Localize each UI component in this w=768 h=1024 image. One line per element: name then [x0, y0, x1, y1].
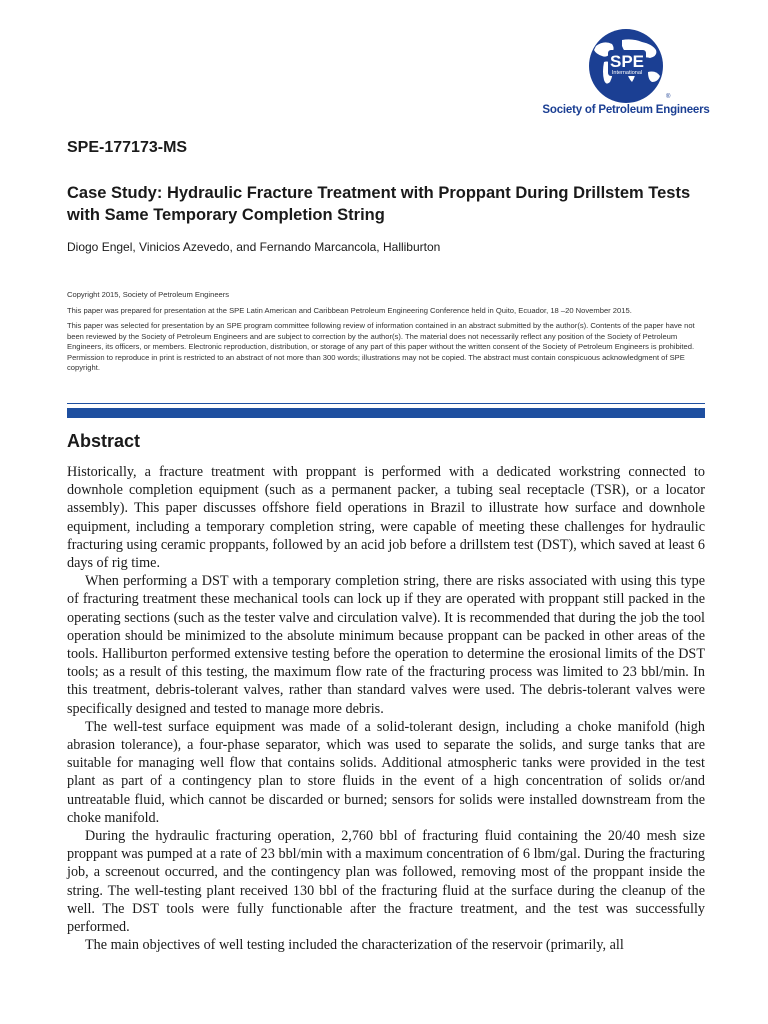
- selection-note: This paper was selected for presentation by an SPE program committee following review of information contained in an abstract submitted by the author(s). Contents of the paper have not been reviewed by the Society of Petroleum Engineers and are subject to correction by the author(s). The material does not necessarily reflect any position of the Society of Petroleum Engineers, its officers, or members. Electronic reproduction, distribution, or storage of any part of this paper without the written consent of the Society of Petroleum Engineers is prohibited. Permission to reproduce in print is restricted to an abstract of not more than 300 words; illustrations may not be copied. The abstract must contain conspicuous acknowledgment of SPE copyright.: [67, 321, 695, 372]
- abstract-paragraph: The well-test surface equipment was made of a solid-tolerant design, including a choke manifold (high abrasion tolerance), a four-phase separator, which was used to separate the solids, and surge tanks that are suitable for managing well flow that contains solids. Additional atmospheric tanks were provided in the test plant as part of a contingency plan to store fluids in the event of a high concentration of solids or/and untreatable fluid, which cannot be discarded or burned; sensors for solids were installed downstream from the choke manifold.: [67, 718, 705, 826]
- registered-mark: ®: [666, 94, 671, 100]
- divider-thin: [67, 403, 705, 404]
- authors: Diogo Engel, Vinicios Azevedo, and Fernando Marcancola, Halliburton: [67, 240, 441, 254]
- abstract-paragraph: When performing a DST with a temporary completion string, there are risks associated with using this type of fracturing treatment these mechanical tools can lock up if they are operated with proppant still packed in the operating sections (such as the tester valve and circulation valve). It is recommended that during the job the tool operation should be minimized to the absolute minimum because proppant can be packed in other areas of the tools. Halliburton performed extensive testing before the operation to determine the erosional limits of the DST tools; as a result of this testing, the maximum flow rate of the fracturing process was limited to 23 bbl/min. In this treatment, debris-tolerant valves, rather than standard valves were used. The debris-tolerant valves were specifically designed and tested to manage more debris.: [67, 573, 705, 717]
- abstract-heading: Abstract: [67, 431, 141, 451]
- logo-caption: Society of Petroleum Engineers: [542, 104, 710, 116]
- copyright-block: [67, 290, 707, 379]
- divider-thick: [67, 408, 705, 418]
- paper-title: Case Study: Hydraulic Fracture Treatment with Proppant During Drillstem Tests with Same Temporary Completion String: [67, 184, 691, 224]
- copyright-line: Copyright 2015, Society of Petroleum Engineers: [67, 290, 230, 299]
- paper-id: SPE-177173-MS: [67, 139, 188, 156]
- logo-mark-text: SPE: [609, 52, 645, 71]
- abstract-paragraph: Historically, a fracture treatment with proppant is performed with a dedicated workstring connected to downhole completion equipment (such as a permanent packer, a tubing seal receptacle (TSR), or a locator assembly). This paper discusses offshore field operations in Brazil to illustrate how surface and downhole equipment, including a temporary completion string, were capable of meeting these challenges for hydraulic fracturing using ceramic proppants, followed by an acid job before a drillstem test (DST), which saved at least 6 days of rig time.: [67, 464, 705, 572]
- spe-logo: [542, 28, 710, 124]
- presentation-note: This paper was prepared for presentation at the SPE Latin American and Caribbean Petroleum Engineering Conference held in Quito, Ecuador, 18 –20 November 2015.: [67, 305, 632, 315]
- abstract-body: [67, 463, 705, 954]
- abstract-paragraph: The main objectives of well testing included the characterization of the reservoir (primarily, all: [85, 937, 624, 954]
- globe-icon: [562, 28, 690, 104]
- logo-mark-subtext: International: [611, 70, 643, 76]
- abstract-paragraph: During the hydraulic fracturing operation, 2,760 bbl of fracturing fluid containing the 20/40 mesh size proppant was pumped at a rate of 23 bbl/min with a maximum concentration of 6 lbm/gal. During the fracturing job, a screenout occurred, and the contingency plan was followed, removing most of the proppant inside the string. The well-testing plant received 130 bbl of the fracturing fluid at the surface during the cleanup of the well. The DST tools were fully functionable after the fracture treatment, and the test was successfully performed.: [67, 828, 705, 936]
